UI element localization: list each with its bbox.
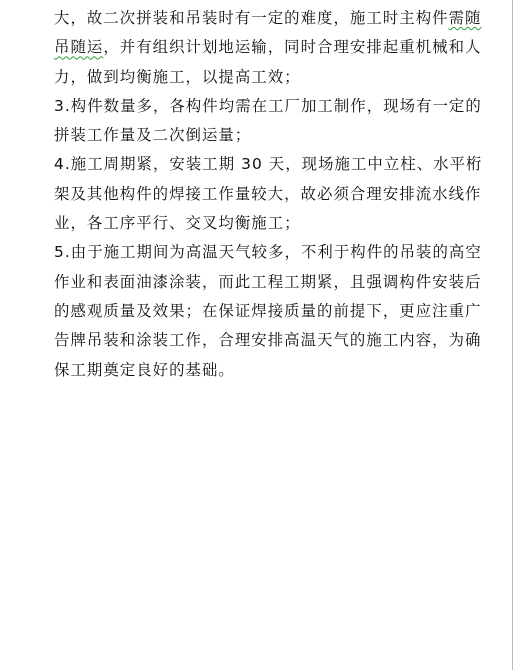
text-line-7: [54, 180, 494, 209]
text-segment: 拼装工作量及二次倒运量；: [54, 126, 252, 145]
text-line-2: [54, 33, 494, 62]
text-line-1: [54, 4, 494, 33]
text-segment: 业，各工序平行、交叉均衡施工；: [54, 214, 301, 233]
text-line-13: [54, 356, 494, 385]
text-line-4: [54, 92, 494, 121]
page-edge-rule: [512, 0, 513, 670]
list-item-5-text: 5.由于施工期间为高温天气较多，不利于构件的吊装的高空: [54, 243, 482, 262]
text-segment: ，并有组织计划地运输，同时合理安排起重机械和人: [103, 38, 482, 57]
text-segment: 的感观质量及效果；在保证焊接质量的前提下，更应注重广: [54, 301, 482, 320]
list-item-3-text: 3.构件数量多，各构件均需在工厂加工制作，现场有一定的: [54, 96, 482, 115]
list-item-4-text: 4.施工周期紧，安装工期 30 天，现场施工中立柱、水平桁: [54, 155, 483, 174]
text-line-6: [54, 150, 494, 179]
text-line-5: [54, 121, 494, 150]
text-line-9: [54, 238, 494, 267]
spellcheck-marked-text: 需随: [448, 9, 482, 27]
text-line-10: [54, 268, 494, 297]
text-segment: 大，故二次拼装和吊装时有一定的难度，施工时主构件: [54, 9, 449, 27]
text-segment: 力，做到均衡施工，以提高工效；: [54, 67, 301, 86]
text-line-12: [54, 326, 494, 355]
text-segment: 告牌吊装和涂装工作，合理安排高温天气的施工内容，为确: [54, 331, 482, 350]
text-line-11: [54, 297, 494, 326]
text-segment: 保工期奠定良好的基础。: [54, 360, 235, 379]
spellcheck-marked-text: 吊随运: [54, 38, 104, 57]
text-segment: 架及其他构件的焊接工作量较大，故必须合理安排流水线作: [54, 184, 482, 203]
document-body: [54, 4, 494, 385]
text-segment: 作业和表面油漆涂装，而此工程工期紧，且强调构件安装后: [54, 272, 482, 291]
text-line-3: [54, 63, 494, 92]
text-line-8: [54, 209, 494, 238]
